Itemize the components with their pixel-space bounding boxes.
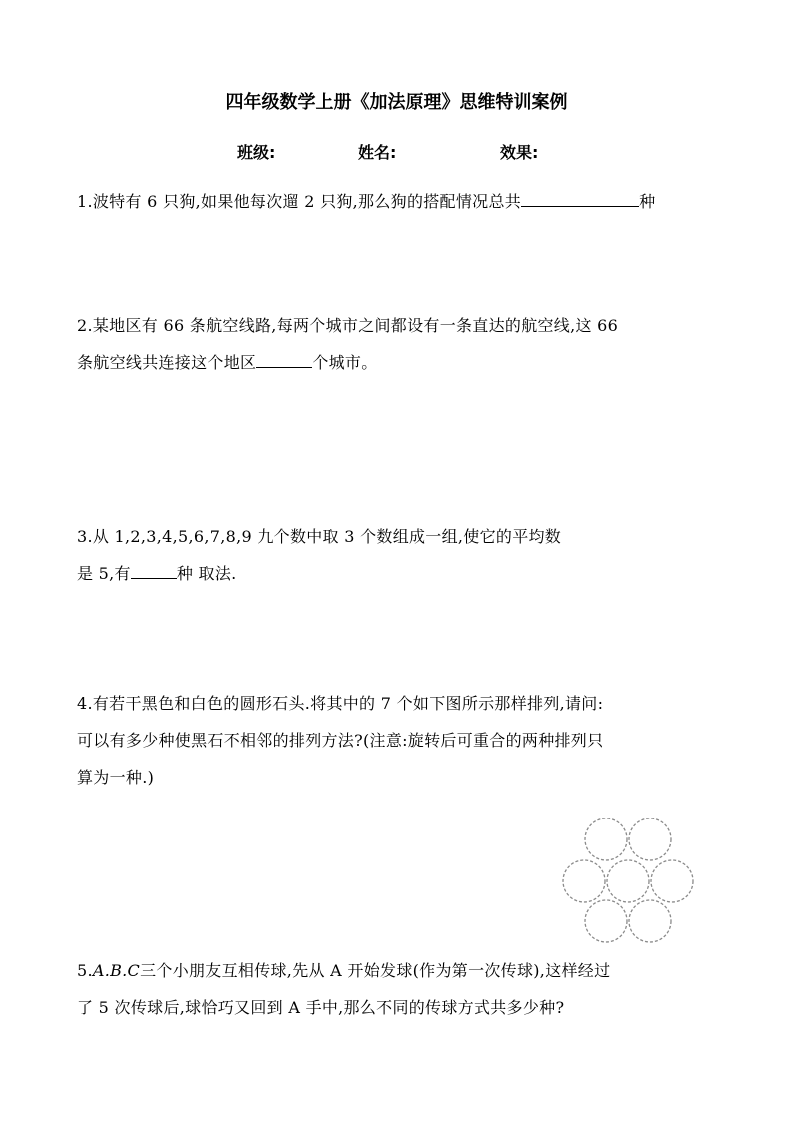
circle-icon (629, 818, 671, 860)
question-5 (77, 952, 717, 1026)
circle-icon (629, 900, 671, 942)
question-2 (77, 307, 717, 381)
stone-arrangement-figure (558, 818, 703, 943)
question-text: 三个小朋友互相传球,先从 A 开始发球(作为第一次传球),这样经过 (140, 961, 611, 980)
question-number: 4. (77, 694, 93, 713)
question-text: 条航空线共连接这个地区 (77, 353, 257, 372)
question-text: 可以有多少种使黑石不相邻的排列方法?(注意:旋转后可重合的两种排列只 (77, 731, 604, 750)
question-text: 个城市。 (312, 353, 378, 372)
circle-icon (585, 818, 627, 860)
question-text: 波特有 6 只狗,如果他每次遛 2 只狗,那么狗的搭配情况总共 (92, 192, 522, 211)
question-number: 2. (77, 316, 93, 335)
question-text: 从 1,2,3,4,5,6,7,8,9 九个数中取 3 个数组成一组,使它的平均数 (92, 527, 562, 546)
names-abc: A.B.C (92, 961, 141, 980)
circle-icon (651, 860, 693, 902)
question-number: 1. (77, 192, 93, 211)
question-text: 种 (639, 192, 656, 211)
question-text: 有若干黑色和白色的圆形石头.将其中的 7 个如下图所示那样排列,请问: (92, 694, 604, 713)
result-label: 效果: (500, 143, 539, 162)
question-text: 是 5,有 (77, 564, 131, 583)
question-text: 了 5 次传球后,球恰巧又回到 A 手中,那么不同的传球方式共多少种? (77, 998, 565, 1017)
question-text: 某地区有 66 条航空线路,每两个城市之间都设有一条直达的航空线,这 66 (92, 316, 619, 335)
question-4 (77, 685, 717, 796)
name-label: 姓名: (358, 143, 397, 162)
answer-blank[interactable] (131, 560, 177, 579)
circle-icon (563, 860, 605, 902)
answer-blank[interactable] (256, 349, 312, 368)
page-title: 四年级数学上册《加法原理》思维特训案例 (225, 92, 568, 113)
question-3 (77, 518, 717, 592)
question-number: 5. (77, 961, 93, 980)
question-text: 种 取法. (176, 564, 237, 583)
answer-blank[interactable] (521, 188, 639, 207)
student-info-row (0, 140, 793, 164)
question-text: 算为一种.) (77, 768, 155, 787)
question-number: 3. (77, 527, 93, 546)
circle-icon (585, 900, 627, 942)
question-1 (77, 183, 717, 220)
class-label: 班级: (237, 143, 276, 162)
circle-icon (607, 860, 649, 902)
